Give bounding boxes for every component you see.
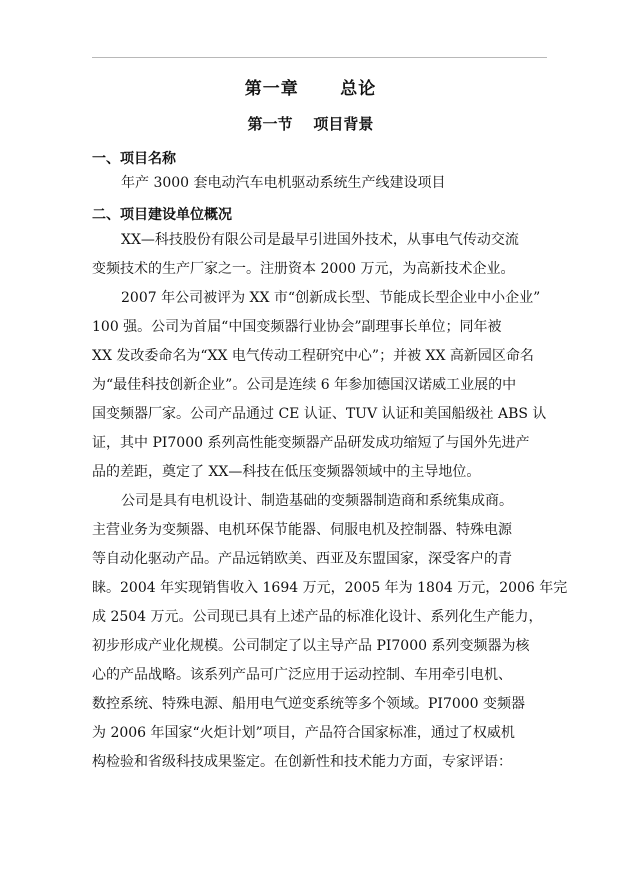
chapter-title: 第一章 总论: [244, 79, 377, 99]
paragraph-line: 成 2504 万元。公司现已具有上述产品的标准化设计、系列化生产能力，: [92, 609, 543, 625]
paragraph-line: 构检验和省级科技成果鉴定。在创新性和技术能力方面，专家评语：: [92, 754, 512, 770]
paragraph-line: 国变频器厂家。公司产品通过 CE 认证、TUV 认证和美国船级社 ABS 认: [92, 406, 547, 422]
header-rule: [92, 57, 547, 58]
paragraph-line: XX 发改委命名为“XX 电气传动工程研究中心”；并被 XX 高新园区命名: [92, 348, 534, 364]
paragraph-line: 品的差距，奠定了 XX—科技在低压变频器领域中的主导地位。: [92, 464, 481, 480]
paragraph-line: 变频技术的生产厂家之一。注册资本 2000 万元，为高新技术企业。: [92, 261, 515, 277]
section-title: 第一节 项目背景: [247, 115, 374, 133]
paragraph-line: 2007 年公司被评为 XX 市“创新成长型、节能成长型企业中小企业”: [121, 290, 541, 306]
heading-project-name: 一、项目名称: [92, 151, 176, 167]
paragraph-line: 年产 3000 套电动汽车电机驱动系统生产线建设项目: [121, 175, 446, 191]
paragraph-line: 主营业务为变频器、电机环保节能器、伺服电机及控制器、特殊电源: [92, 522, 512, 538]
heading-company-overview: 二、项目建设单位概况: [92, 207, 232, 223]
paragraph-line: 数控系统、特殊电源、船用电气逆变系统等多个领域。PI7000 变频器: [92, 696, 526, 712]
paragraph-line: XX—科技股份有限公司是最早引进国外技术，从事电气传动交流: [121, 232, 519, 248]
paragraph-line: 证，其中 PI7000 系列高性能变频器产品研发成功缩短了与国外先进产: [92, 435, 530, 451]
paragraph-line: 为“最佳科技创新企业”。公司是连续 6 年参加德国汉诺威工业展的中: [92, 377, 517, 393]
paragraph-line: 心的产品战略。该系列产品可广泛应用于运动控制、车用牵引电机、: [92, 667, 512, 683]
paragraph-line: 等自动化驱动产品。产品远销欧美、西亚及东盟国家，深受客户的青: [92, 551, 512, 567]
paragraph-line: 为 2006 年国家“火炬计划”项目，产品符合国家标准，通过了权威机: [92, 725, 515, 741]
paragraph-line: 100 强。公司为首届“中国变频器行业协会”副理事长单位；同年被: [92, 319, 502, 335]
paragraph-line: 初步形成产业化规模。公司制定了以主导产品 PI7000 系列变频器为核: [92, 638, 530, 654]
paragraph-line: 睐。2004 年实现销售收入 1694 万元，2005 年为 1804 万元，2006 年完: [92, 580, 568, 596]
paragraph-line: 公司是具有电机设计、制造基础的变频器制造商和系统集成商。: [121, 493, 513, 509]
